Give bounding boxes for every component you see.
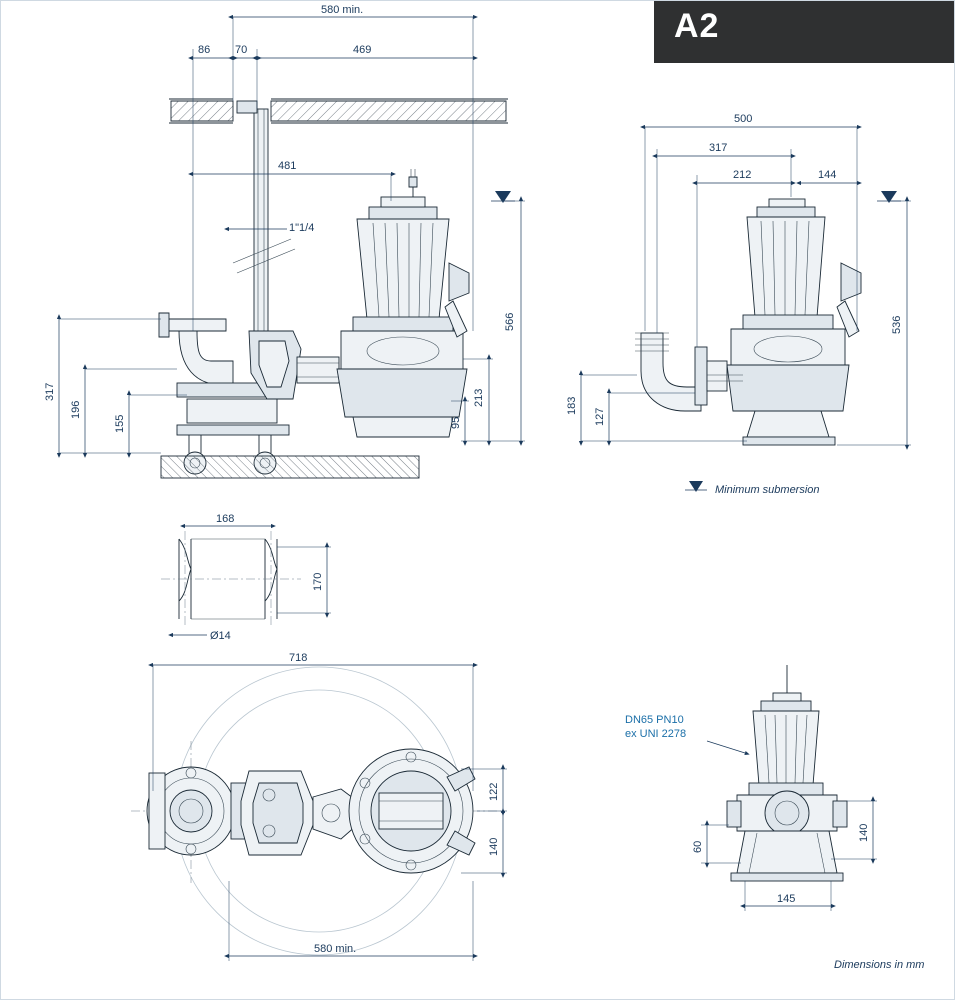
dim-317-196-155: [44, 319, 187, 453]
floor-slab: [169, 99, 508, 123]
dim-label-140-plan: 140: [488, 837, 500, 856]
front-section-view: [44, 4, 525, 478]
dim-label-718: 718: [289, 652, 308, 664]
dim-label-145: 145: [777, 893, 796, 905]
dim-label-thread: 1"1/4: [289, 222, 315, 234]
dim-label-481: 481: [278, 160, 297, 172]
dim-label-536: 536: [891, 315, 903, 334]
dim-60: [692, 825, 741, 863]
pump-front-view: [625, 665, 877, 911]
dim-label-155: 155: [114, 414, 126, 433]
dim-145: [745, 881, 831, 911]
side-pump-body: [727, 199, 861, 445]
dim-label-side-317: 317: [709, 142, 728, 154]
dim-label-469: 469: [353, 44, 372, 56]
dim-label-580-plan: 580 min.: [314, 943, 357, 955]
dim-label-140-front: 140: [858, 823, 870, 842]
dim-label-144: 144: [818, 169, 837, 181]
dim-481: [193, 160, 391, 201]
dim-label-183: 183: [566, 396, 578, 415]
dn65-callout-line2: ex UNI 2278: [625, 728, 687, 740]
bracket-profile: [161, 531, 301, 627]
footer-note-label: Dimensions in mm: [834, 959, 925, 971]
dn65-callout: [625, 714, 745, 753]
dim-580-min-plan: [229, 881, 473, 961]
plan-view: [131, 652, 507, 961]
dim-170: [277, 547, 331, 613]
dim-label-127: 127: [594, 407, 606, 426]
dim-label-dia14: Ø14: [210, 630, 231, 642]
ground-hatch: [161, 456, 419, 478]
sheet-tag-label: A2: [674, 7, 720, 45]
dim-label-213: 213: [473, 388, 485, 407]
thread-callout: [229, 222, 314, 234]
guide-rail: [233, 101, 295, 349]
dim-213: [463, 359, 493, 441]
submersion-note-label: Minimum submersion: [715, 484, 820, 496]
dim-label-212: 212: [733, 169, 752, 181]
plan-left-flange: [147, 767, 257, 855]
pump-front-body: [727, 665, 847, 881]
side-view: [566, 113, 911, 496]
footer-note: [834, 959, 924, 971]
dim-dia14: [173, 630, 231, 642]
submersion-note: [685, 481, 820, 496]
coupling-claw: [249, 331, 339, 399]
dim-label-60: 60: [692, 840, 704, 853]
dim-label-168: 168: [216, 513, 235, 525]
dim-168: [185, 513, 271, 526]
dim-label-122: 122: [488, 782, 500, 801]
dim-label-566: 566: [504, 312, 516, 331]
dim-label-86: 86: [198, 44, 211, 56]
plan-coupling: [241, 771, 357, 855]
pump-body: [337, 169, 469, 437]
bracket-detail-view: [161, 513, 331, 642]
dn65-callout-line1: DN65 PN10: [625, 714, 684, 726]
side-discharge-elbow: [635, 333, 743, 411]
dim-label-170: 170: [312, 572, 324, 591]
dim-label-580-top: 580 min.: [321, 4, 364, 16]
dim-label-196: 196: [70, 400, 82, 419]
dim-label-500: 500: [734, 113, 753, 125]
dim-label-317: 317: [44, 382, 56, 401]
dim-566: [461, 201, 525, 441]
dim-label-70: 70: [235, 44, 248, 56]
technical-drawing-canvas: [1, 1, 955, 1000]
dim-label-95: 95: [450, 416, 462, 429]
